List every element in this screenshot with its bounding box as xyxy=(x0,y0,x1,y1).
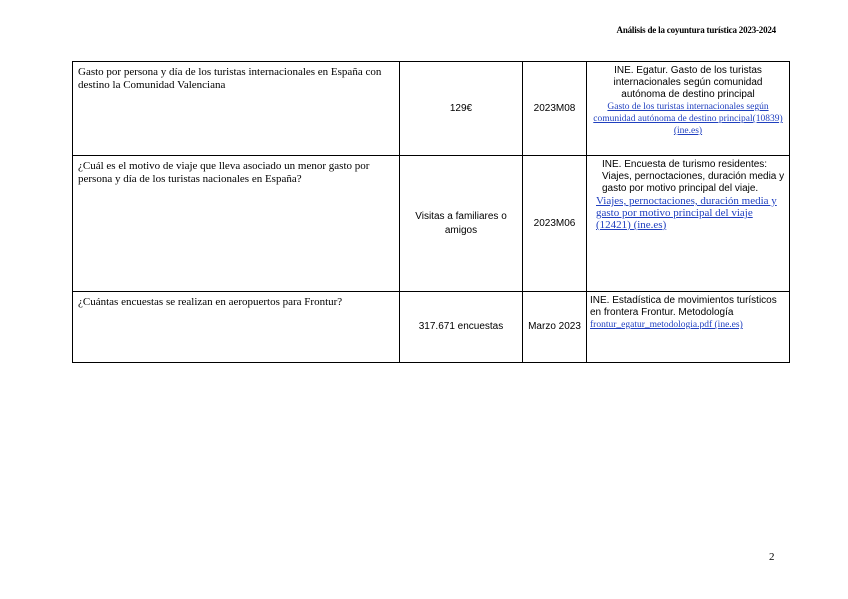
source-cell xyxy=(587,292,790,363)
date-cell: Marzo 2023 xyxy=(523,292,587,363)
source-cell xyxy=(587,156,790,292)
page-number: 2 xyxy=(769,551,775,563)
source-link[interactable]: Gasto de los turistas internacionales según comunidad autónoma de destino principal(10839) (ine.es) xyxy=(593,102,783,136)
table-row xyxy=(73,156,790,292)
running-header: Análisis de la coyuntura turística 2023-2024 xyxy=(616,25,776,35)
source-text: INE. Egatur. Gasto de los turistas internacionales según comunidad autónoma de destino principal xyxy=(613,65,763,100)
table-row xyxy=(73,292,790,363)
date-cell: 2023M06 xyxy=(523,156,587,292)
date-cell: 2023M08 xyxy=(523,62,587,156)
source-link[interactable]: Viajes, pernoctaciones, duración media y gasto por motivo principal del viaje (12421) (ine.es) xyxy=(596,195,777,231)
answer-cell: Visitas a familiares o amigos xyxy=(400,156,523,292)
question-cell: ¿Cuántas encuestas se realizan en aeropuertos para Frontur? xyxy=(73,292,400,363)
question-cell: Gasto por persona y día de los turistas internacionales en España con destino la Comunidad Valenciana xyxy=(73,62,400,156)
table-row xyxy=(73,62,790,156)
source-text: INE. Estadística de movimientos turísticos en frontera Frontur. Metodología xyxy=(590,295,777,318)
source-text: INE. Encuesta de turismo residentes: Viajes, pernoctaciones, duración media y gasto por motivo principal del viaje. xyxy=(602,159,785,194)
source-link[interactable]: frontur_egatur_metodologia.pdf (ine.es) xyxy=(590,320,743,330)
data-table xyxy=(72,61,790,363)
question-cell: ¿Cuál es el motivo de viaje que lleva asociado un menor gasto por persona y día de los turistas nacionales en España? xyxy=(73,156,400,292)
answer-cell: 129€ xyxy=(400,62,523,156)
source-cell xyxy=(587,62,790,156)
answer-cell: 317.671 encuestas xyxy=(400,292,523,363)
